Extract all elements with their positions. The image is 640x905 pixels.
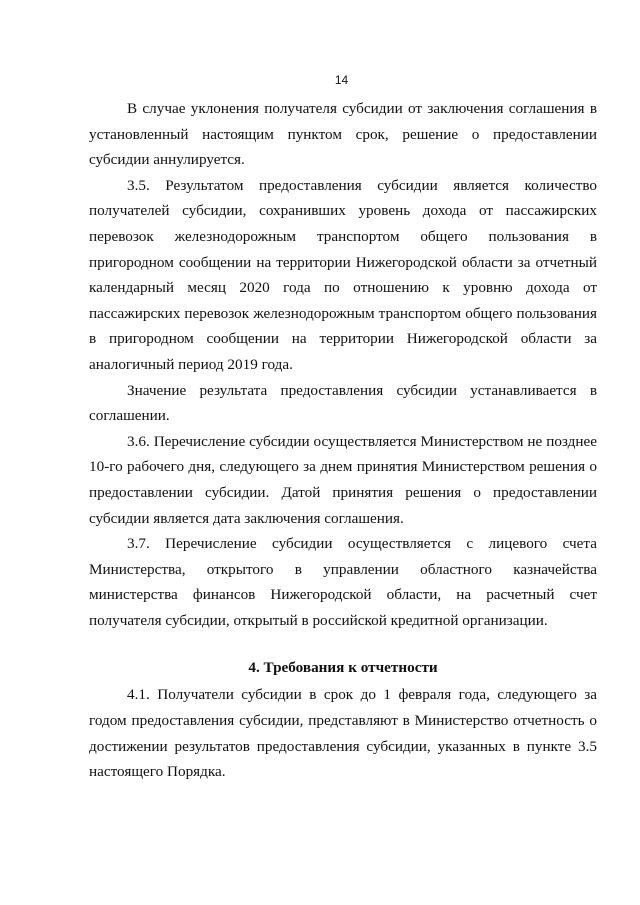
paragraph-subsidy-agreement-evasion: В случае уклонения получателя субсидии от заключения соглашения в установленный настоящим пунктом срок, решение о предоставлении субсидии аннулируется. xyxy=(89,100,597,169)
paragraph-4-1-reporting: 4.1. Получатели субсидии в срок до 1 февраля года, следующего за годом предоставления субсидии, представляют в Министерство отчетность о достижении результатов предоставления субсидии, указанных в пункте 3.5 настоящего Порядка. xyxy=(89,686,597,781)
page-number: 14 xyxy=(334,73,349,87)
paragraph-3-5-result: 3.5. Результатом предоставления субсидии является количество получателей субсидии, сохранивших уровень дохода от пассажирских перевозок железнодорожным транспортом общего пользования в пригородном сообщении на территории Нижегородской области за отчетный календарный месяц 2020 года по отношению к уровню дохода от пассажирских перевозок железнодорожным транспортом общего пользования в пригородном сообщении на территории Нижегородской области за аналогичный период 2019 года. xyxy=(89,176,597,373)
document-body xyxy=(89,96,597,785)
paragraph-3-6-transfer-deadline: 3.6. Перечисление субсидии осуществляется Министерством не позднее 10-го рабочего дня, следующего за днем принятия Министерством решения о предоставлении субсидии. Датой принятия решения о предоставлении субсидии является дата заключения соглашения. xyxy=(89,432,597,527)
paragraph-result-value: Значение результата предоставления субсидии устанавливается в соглашении. xyxy=(89,381,597,425)
section-4-title: 4. Требования к отчетности xyxy=(248,659,438,677)
paragraph-3-7-transfer-account: 3.7. Перечисление субсидии осуществляется с лицевого счета Министерства, открытого в управлении областного казначейства министерства финансов Нижегородской области, на расчетный счет получателя субсидии, открытый в российской кредитной организации. xyxy=(89,535,597,629)
